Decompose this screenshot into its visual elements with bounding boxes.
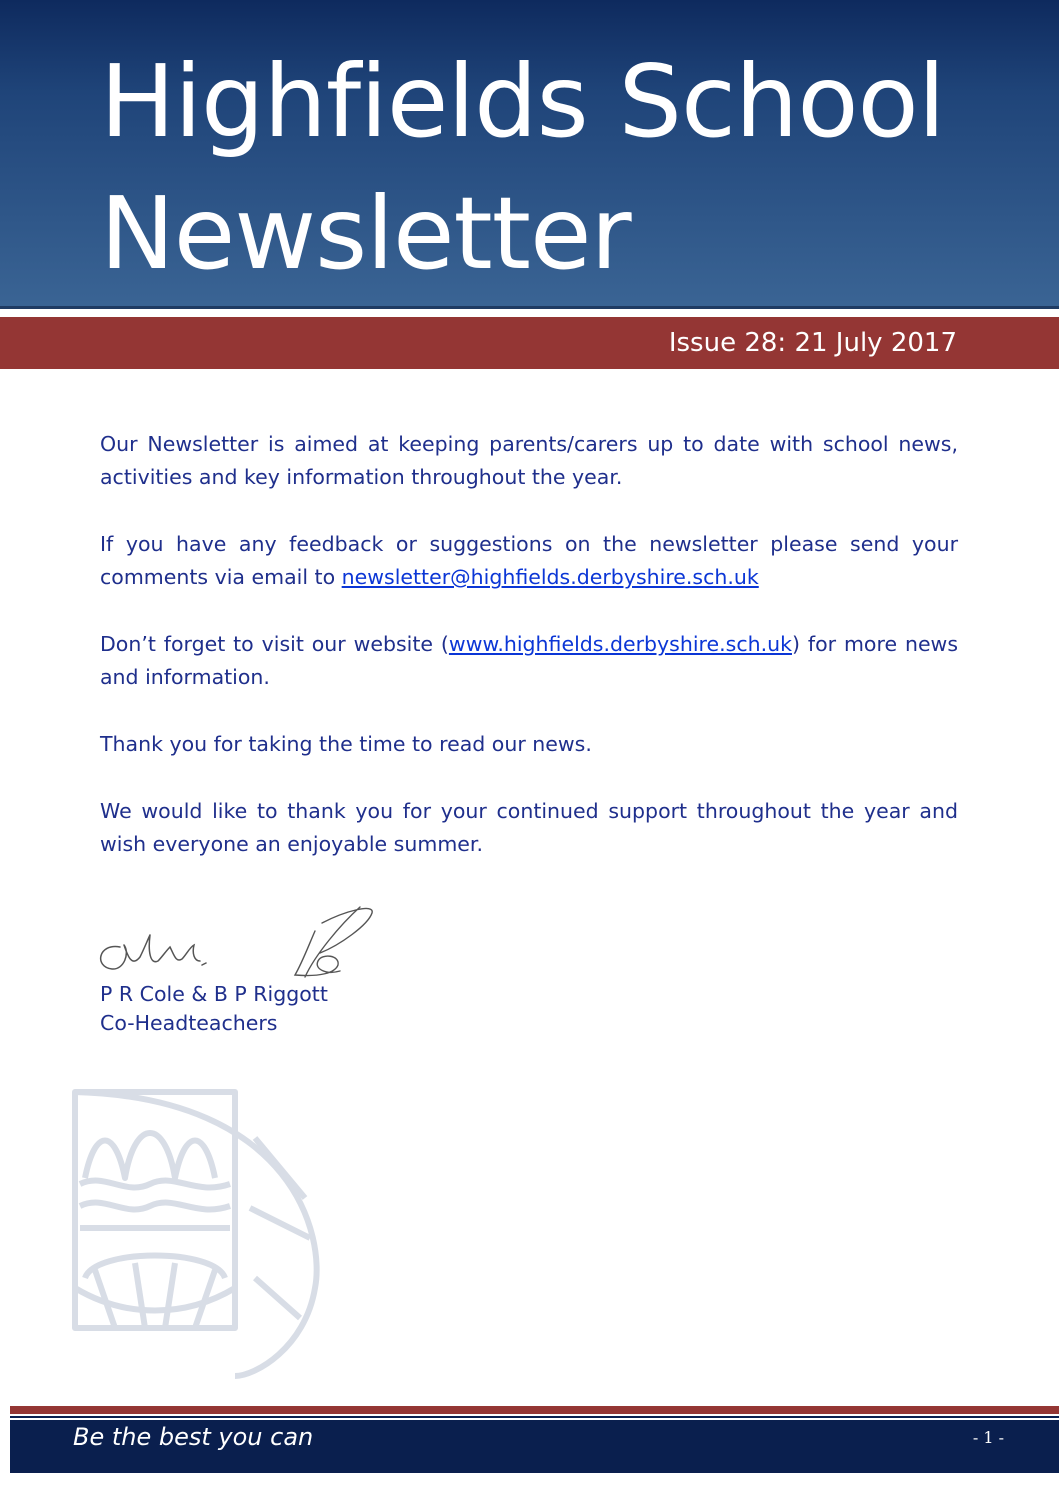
signature-riggott bbox=[295, 907, 372, 977]
title-line-2: Newsletter bbox=[100, 175, 631, 292]
page-footer bbox=[10, 1420, 1059, 1473]
headteacher-signatures bbox=[90, 895, 410, 985]
newsletter-title bbox=[100, 36, 1000, 300]
feedback-text: If you have any feedback or suggestions on the newsletter please send your comments via email to bbox=[100, 532, 958, 589]
school-motto: Be the best you can bbox=[73, 1423, 314, 1451]
signature-cole bbox=[101, 935, 206, 969]
summer-paragraph: We would like to thank you for your continued support throughout the year and wish everyone an enjoyable summer. bbox=[100, 799, 958, 856]
school-crest-watermark bbox=[55, 1088, 325, 1380]
footer-divider bbox=[10, 1416, 1059, 1418]
intro-content bbox=[100, 428, 958, 895]
headteacher-names: P R Cole & B P Riggott bbox=[100, 982, 328, 1006]
feedback-paragraph bbox=[100, 528, 958, 594]
issue-date: Issue 28: 21 July 2017 bbox=[668, 328, 957, 358]
signoff bbox=[100, 980, 328, 1038]
website-text-post: ) for more news and information. bbox=[100, 632, 958, 689]
issue-bar bbox=[0, 317, 1059, 369]
masthead-divider bbox=[0, 306, 1059, 309]
footer-accent-bar bbox=[10, 1406, 1059, 1414]
masthead bbox=[0, 0, 1059, 306]
website-text-pre: Don’t forget to visit our website ( bbox=[100, 632, 449, 656]
newsletter-email-link[interactable]: newsletter@highfields.derbyshire.sch.uk bbox=[341, 565, 759, 589]
website-link[interactable]: www.highfields.derbyshire.sch.uk bbox=[448, 632, 792, 656]
page-number: - 1 - bbox=[972, 1428, 1004, 1447]
website-paragraph bbox=[100, 628, 958, 694]
intro-paragraph: Our Newsletter is aimed at keeping parents/carers up to date with school news, activities and key information throughout the year. bbox=[100, 432, 958, 489]
thanks-paragraph: Thank you for taking the time to read our news. bbox=[100, 732, 592, 756]
title-line-1: Highfields School bbox=[100, 43, 945, 160]
headteacher-role: Co-Headteachers bbox=[100, 1011, 278, 1035]
